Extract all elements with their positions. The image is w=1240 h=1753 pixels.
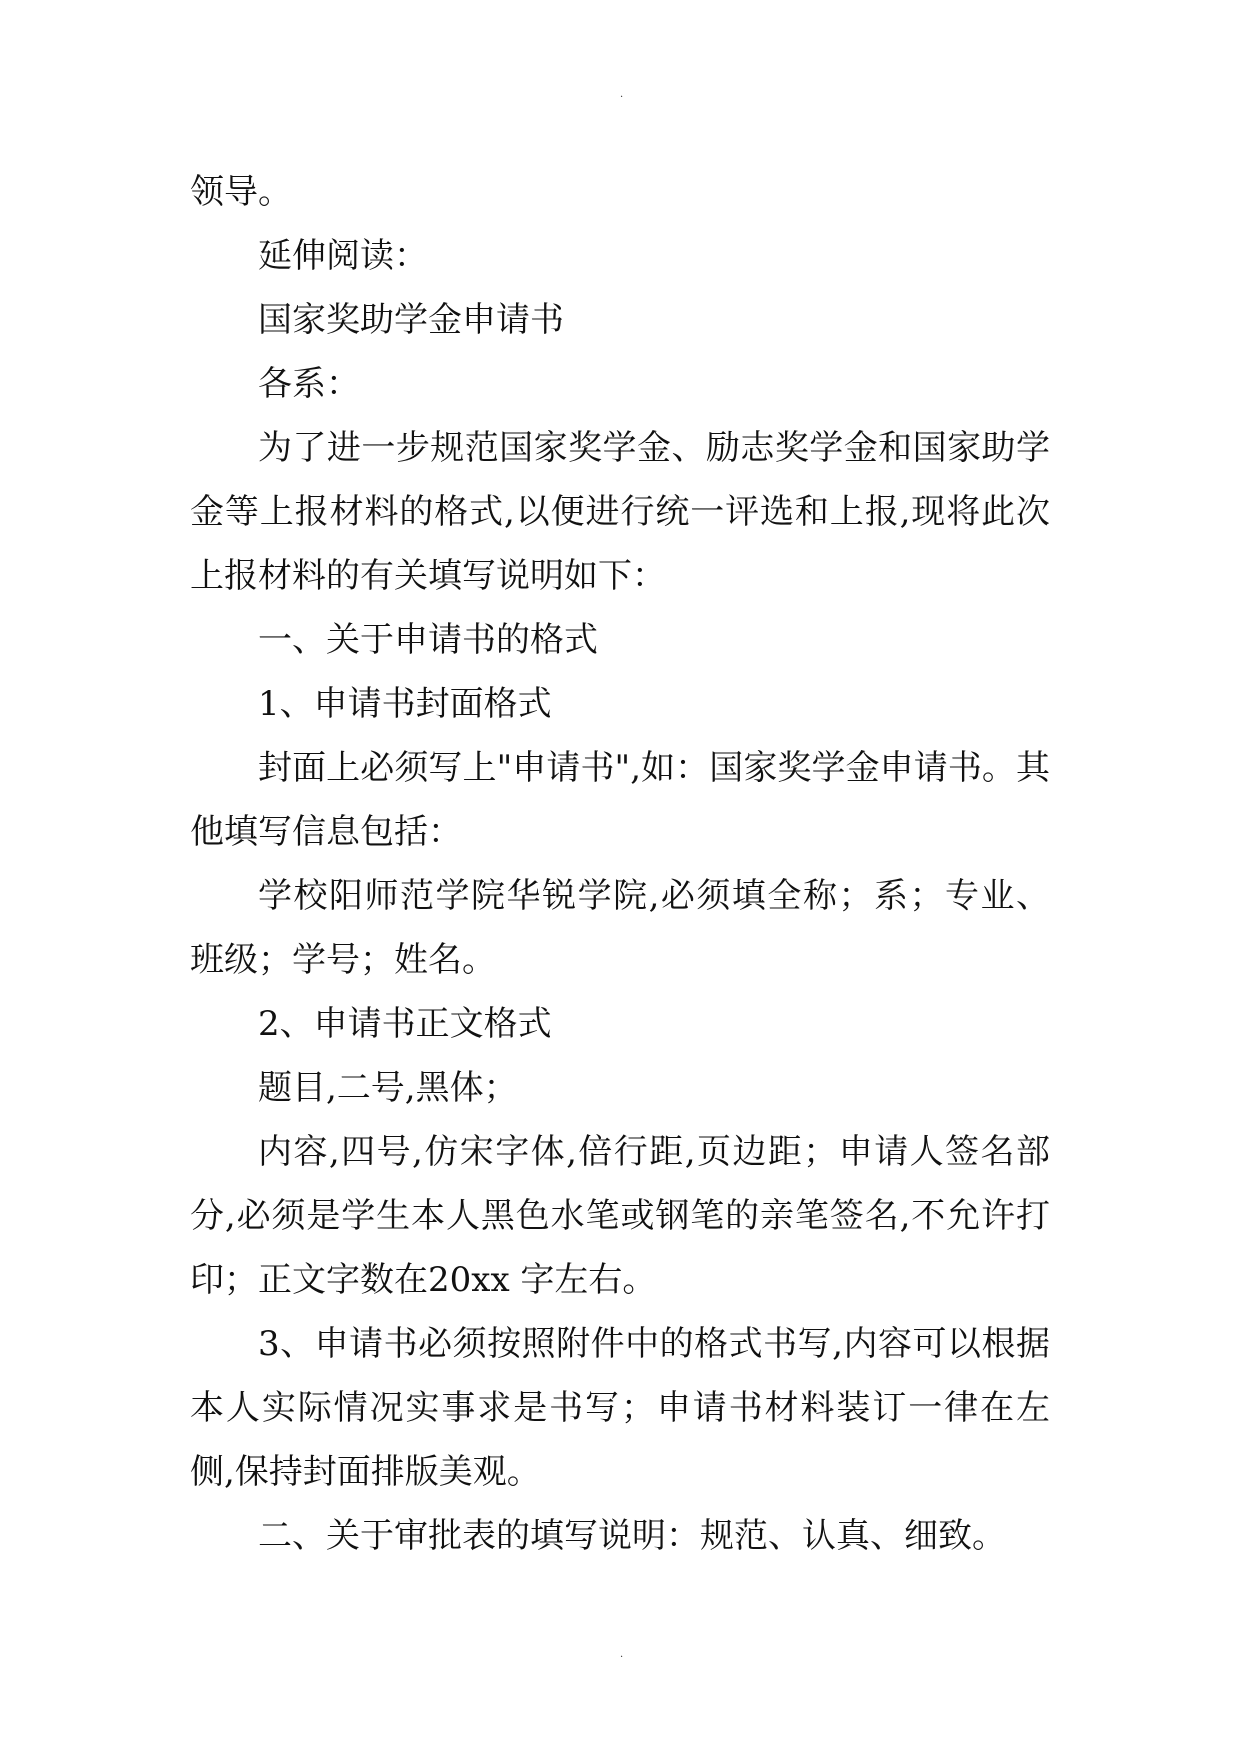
paragraph-extended-reading: 延伸阅读： [258, 236, 428, 276]
paragraph-writing-rules: 3、申请书必须按照附件中的格式书写,内容可以根据本人实际情况实事求是书写；申请书材料装订一律在左侧,保持封面排版美观。 [190, 1324, 1050, 1492]
section-heading-1: 一、关于申请书的格式 [258, 620, 598, 660]
paragraph-salutation: 各系： [258, 364, 360, 404]
subheading-body-format: 2、申请书正文格式 [258, 1004, 552, 1044]
paragraph-title-format: 题目,二号,黑体； [258, 1068, 518, 1108]
top-page-mark: . [620, 89, 624, 100]
subheading-cover-format: 1、申请书封面格式 [258, 684, 552, 724]
bottom-page-mark: . [620, 1649, 624, 1660]
paragraph-continuation: 领导。 [190, 172, 292, 212]
document-body [190, 160, 1050, 1568]
paragraph-content-format: 内容,四号,仿宋字体,倍行距,页边距；申请人签名部分,必须是学生本人黑色水笔或钢笔的亲笔签名,不允许打印；正文字数在20xx 字左右。 [190, 1132, 1050, 1300]
section-heading-2: 二、关于审批表的填写说明：规范、认真、细致。 [258, 1516, 1006, 1556]
paragraph-school-info: 学校阳师范学院华锐学院,必须填全称；系；专业、班级；学号；姓名。 [190, 876, 1050, 980]
paragraph-title: 国家奖助学金申请书 [258, 300, 564, 340]
paragraph-cover-requirement: 封面上必须写上"申请书",如：国家奖学金申请书。其他填写信息包括： [190, 748, 1050, 852]
paragraph-intro: 为了进一步规范国家奖学金、励志奖学金和国家助学金等上报材料的格式,以便进行统一评选和上报,现将此次上报材料的有关填写说明如下： [190, 428, 1050, 596]
